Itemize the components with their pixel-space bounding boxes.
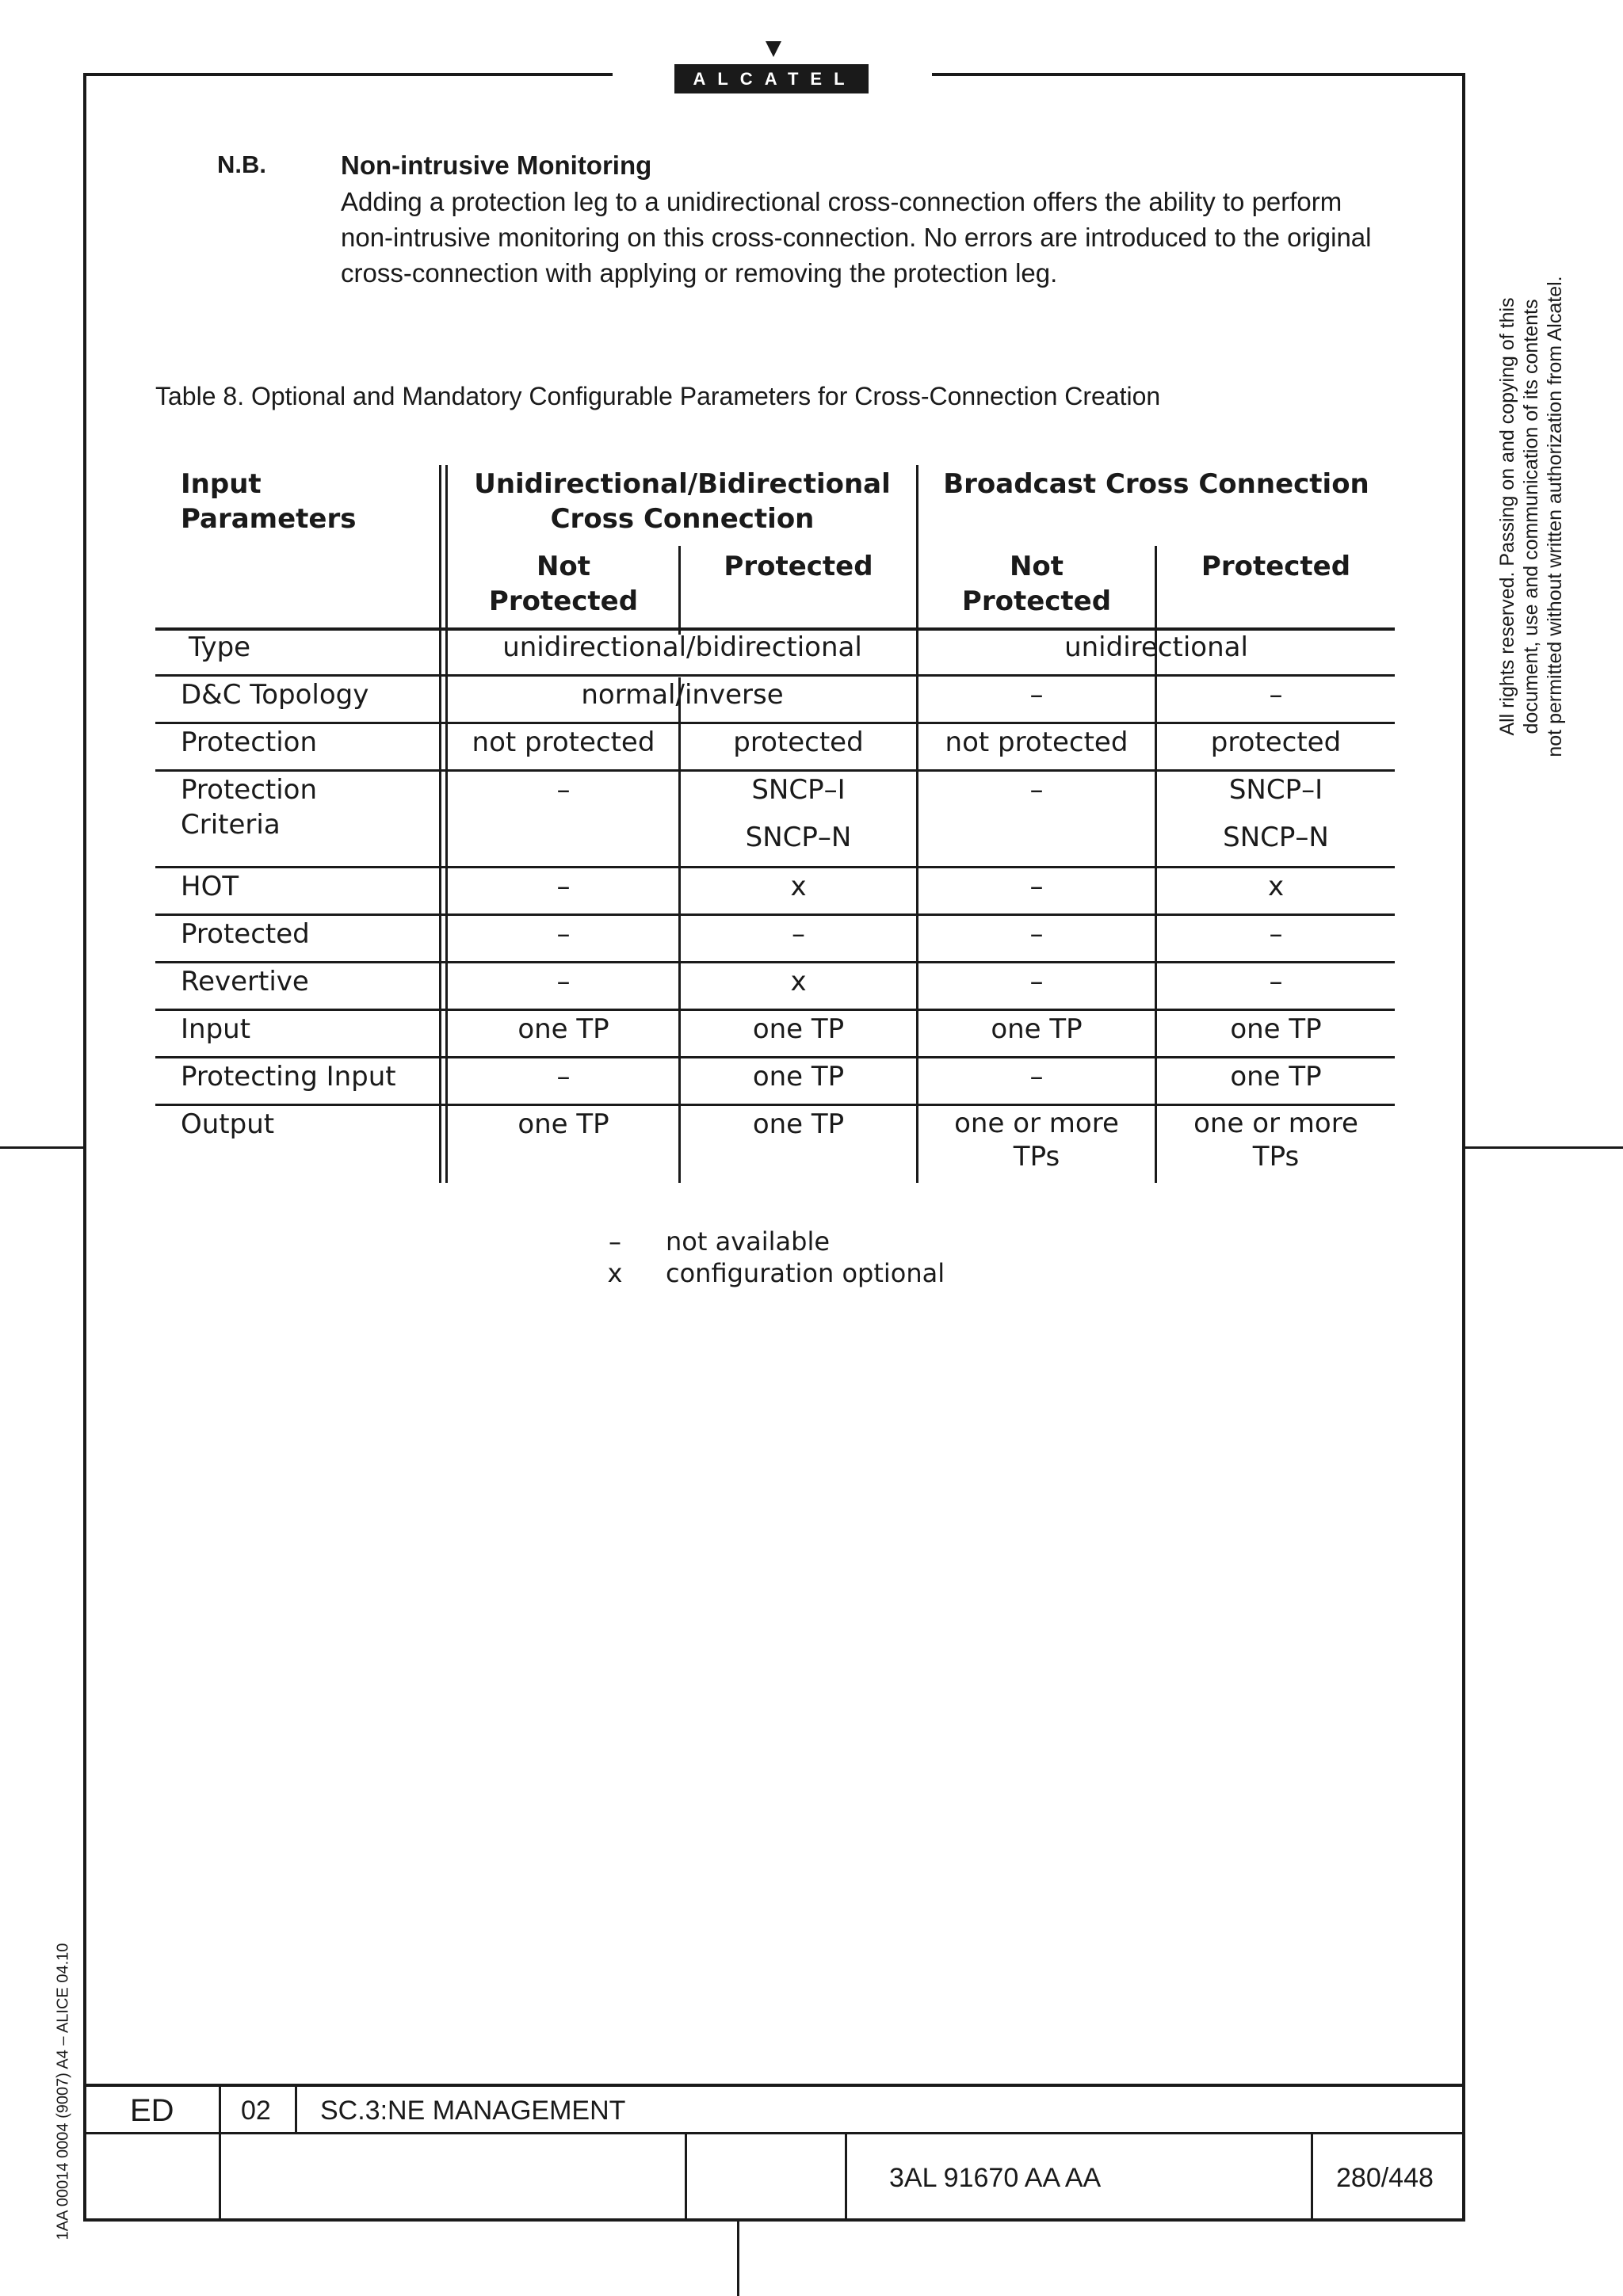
frame-top-right xyxy=(932,73,1465,76)
header-uni-bi-cross-connection: Unidirectional/Bidirectional Cross Connection xyxy=(474,468,891,535)
vrule-bc-split xyxy=(1155,630,1157,1183)
legend-symbol-optional: x xyxy=(607,1258,623,1288)
param-protected: Protected xyxy=(181,918,310,950)
footer-vrule xyxy=(295,2084,297,2133)
hrule-row xyxy=(155,1009,1395,1011)
legend-text-optional: configuration optional xyxy=(666,1258,945,1288)
cell-protected-bc-np: – xyxy=(1029,918,1044,950)
legend-symbol-not-available: – xyxy=(609,1226,621,1257)
legend-text-not-available: not available xyxy=(666,1226,831,1257)
header-input-parameters: Input Parameters xyxy=(181,468,357,535)
table-caption: Table 8. Optional and Mandatory Configurable Parameters for Cross-Connection Creation xyxy=(155,382,1161,410)
param-dc-topology: D&C Topology xyxy=(181,679,369,711)
form-number: 1AA 00014 0004 (9007) A4 – ALICE 04.10 xyxy=(54,1943,72,2241)
footer-ed-value: 02 xyxy=(241,2096,271,2126)
param-protecting-input: Protecting Input xyxy=(181,1061,396,1093)
cell-protected-bc-p: – xyxy=(1269,918,1283,950)
logo-triangle-icon xyxy=(766,41,781,57)
cell-protection-uni-p: protected xyxy=(733,727,864,758)
footer-mid-rule xyxy=(83,2132,1465,2134)
footer-top-rule xyxy=(83,2084,1465,2087)
cell-revertive-uni-p: x xyxy=(790,966,807,997)
hrule-row xyxy=(155,722,1395,724)
cell-protected-uni-np: – xyxy=(556,918,571,950)
cell-input-uni-np: one TP xyxy=(517,1013,609,1045)
cell-criteria-bc-np: – xyxy=(1029,774,1044,806)
cell-input-bc-np: one TP xyxy=(991,1013,1083,1045)
header-bc-protected: Protected xyxy=(1201,551,1351,582)
cell-revertive-bc-p: – xyxy=(1269,966,1283,997)
double-rule-a xyxy=(439,465,441,1183)
note-label: N.B. xyxy=(217,151,266,178)
param-protection: Protection xyxy=(181,727,318,758)
frame-left xyxy=(83,73,86,2222)
cell-dc-topology-uni: normal/inverse xyxy=(581,679,784,711)
footer-page-number: 280/448 xyxy=(1336,2163,1434,2193)
cell-hot-uni-np: – xyxy=(556,871,571,902)
cell-revertive-uni-np: – xyxy=(556,966,571,997)
cell-protecting-input-bc-np: – xyxy=(1029,1061,1044,1093)
hrule-row xyxy=(155,961,1395,963)
cell-input-uni-p: one TP xyxy=(752,1013,845,1045)
cell-protecting-input-uni-np: – xyxy=(556,1061,571,1093)
note-line: cross-connection with applying or removing the protection leg. xyxy=(341,258,1058,288)
cell-dc-topology-bc-np: – xyxy=(1029,679,1044,711)
cell-output-uni-np: one TP xyxy=(517,1108,609,1140)
param-output: Output xyxy=(181,1108,275,1140)
footer-vrule xyxy=(219,2084,221,2220)
parameters-table xyxy=(155,463,1395,1184)
cell-output-bc-np: one or more TPs xyxy=(954,1108,1119,1173)
cell-dc-topology-bc-p: – xyxy=(1269,679,1283,711)
cell-revertive-bc-np: – xyxy=(1029,966,1044,997)
cell-hot-uni-p: x xyxy=(790,871,807,902)
note-body xyxy=(341,184,1395,291)
param-revertive: Revertive xyxy=(181,966,309,997)
footer-vrule xyxy=(1311,2133,1313,2220)
hrule-row xyxy=(155,1056,1395,1058)
cell-protected-uni-p: – xyxy=(792,918,805,950)
cell-output-uni-p: one TP xyxy=(752,1108,845,1140)
param-input: Input xyxy=(181,1013,251,1045)
hrule-row xyxy=(155,1104,1395,1106)
fold-mark-bottom xyxy=(737,2222,739,2296)
cell-output-bc-p: one or more TPs xyxy=(1193,1108,1358,1173)
hrule-row xyxy=(155,674,1395,677)
cell-protecting-input-bc-p: one TP xyxy=(1230,1061,1322,1093)
copyright-notice: All rights reserved. Passing on and copying of this document, use and communication of its contents not permitted without written authorization from Alcatel. xyxy=(1496,276,1566,757)
fold-mark-left xyxy=(0,1146,83,1149)
note-line: non-intrusive monitoring on this cross-connection. No errors are introduced to the original xyxy=(341,223,1372,252)
cell-type-broadcast: unidirectional xyxy=(1064,631,1248,663)
param-hot: HOT xyxy=(181,871,239,902)
cell-hot-bc-np: – xyxy=(1029,871,1044,902)
double-rule-b xyxy=(445,465,448,1183)
cell-input-bc-p: one TP xyxy=(1230,1013,1322,1045)
header-broadcast-cross-connection: Broadcast Cross Connection xyxy=(943,468,1369,500)
cell-type-uni: unidirectional/bidirectional xyxy=(502,631,862,663)
cell-protection-uni-np: not protected xyxy=(472,727,655,758)
frame-bottom xyxy=(83,2218,1465,2222)
note-title: Non-intrusive Monitoring xyxy=(341,151,652,180)
frame-top-left xyxy=(83,73,613,76)
note-line: Adding a protection leg to a unidirectional cross-connection offers the ability to perform xyxy=(341,187,1342,216)
footer-vrule xyxy=(845,2133,847,2220)
hrule-row xyxy=(155,913,1395,916)
cell-criteria-uni-p: SNCP–I SNCP–N xyxy=(745,774,852,853)
param-protection-criteria: Protection Criteria xyxy=(181,774,318,841)
footer-section: SC.3:NE MANAGEMENT xyxy=(320,2096,626,2126)
cell-hot-bc-p: x xyxy=(1267,871,1285,902)
cell-protection-bc-np: not protected xyxy=(945,727,1128,758)
footer-ed-label: ED xyxy=(130,2093,174,2128)
cell-criteria-bc-p: SNCP–I SNCP–N xyxy=(1223,774,1329,853)
cell-protection-bc-p: protected xyxy=(1210,727,1342,758)
fold-mark-right xyxy=(1465,1146,1623,1149)
param-type: Type xyxy=(189,631,251,663)
header-uni-protected: Protected xyxy=(724,551,873,582)
hrule-row xyxy=(155,769,1395,772)
header-uni-not-protected: Not Protected xyxy=(488,551,639,617)
alcatel-logo: ALCATEL xyxy=(674,64,869,93)
cell-protecting-input-uni-p: one TP xyxy=(752,1061,845,1093)
header-bc-not-protected: Not Protected xyxy=(961,551,1112,617)
footer-vrule xyxy=(685,2133,687,2220)
footer-doc-code: 3AL 91670 AA AA xyxy=(889,2163,1102,2193)
cell-criteria-uni-np: – xyxy=(556,774,571,806)
